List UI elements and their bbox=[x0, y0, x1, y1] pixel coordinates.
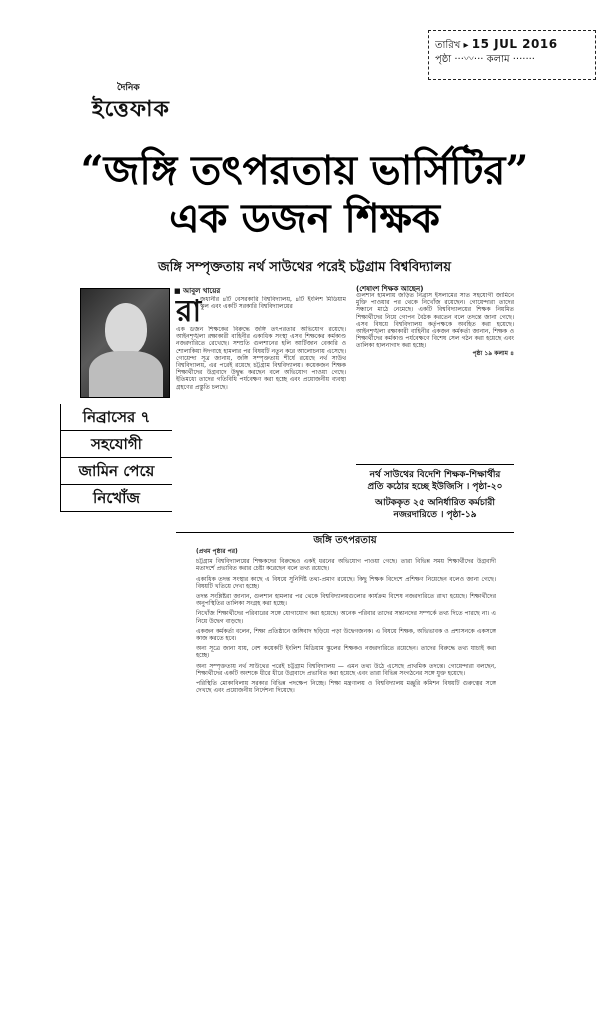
photo-head-shape bbox=[105, 303, 147, 355]
promo-line: নর্থ সাউথের বিদেশি শিক্ষক-শিক্ষার্থীর bbox=[369, 470, 501, 480]
paragraph: অন্য সূত্রে জানা যায়, বেশ কয়েকটি ইংলিশ মিডিয়াম স্কুলের শিক্ষকও নজরদারিতে রয়েছেন। তাদের বিরুদ্ধে তথ্য যাচাই করা হচ্ছে। bbox=[196, 645, 496, 660]
continued-from: (প্রথম পৃষ্ঠার পর) bbox=[196, 548, 238, 555]
column-1-body bbox=[176, 326, 346, 518]
continued-body bbox=[196, 548, 496, 948]
paragraph: তদন্ত সংশ্লিষ্টরা জানান, গুলশান হামলার পর থেকে বিশ্ববিদ্যালয়গুলোর কার্যক্রম বিশেষ নজরদারিতে রাখা হয়েছে। শিক্ষার্থীদের অনুপস্থিতির তালিকা সংগ্রহ করা হচ্ছে। bbox=[196, 593, 496, 608]
caption-line: নিব্রাসের ৭ bbox=[60, 404, 172, 431]
continued-heading bbox=[176, 530, 514, 550]
column-1-lead bbox=[200, 296, 346, 324]
stamp-date: 15 JUL 2016 bbox=[471, 37, 558, 51]
stamp-page-label: পৃষ্ঠা bbox=[435, 54, 452, 65]
drop-cap: রা bbox=[176, 294, 202, 329]
lead-text: জধানীর ৪টি বেসরকারি বিশ্ববিদ্যালয়, ৪টি ইংলিশ মিডিয়াম স্কুল এবং একটি সরকারি বিশ্ববিদ্যালয়ের bbox=[200, 296, 346, 311]
publication-prefix: দৈনিক bbox=[117, 83, 140, 93]
caption-line: সহযোগী bbox=[60, 431, 172, 458]
publication-name: ইত্তেফাক bbox=[92, 97, 170, 122]
paragraph: নিখোঁজ শিক্ষার্থীদের পরিবারের সঙ্গে যোগাযোগ করা হয়েছে। অনেক পরিবার তাদের সন্তানদের সম্পর্কে তথ্য দিতে পারছে না। এ নিয়ে উদ্বেগ বাড়ছে। bbox=[196, 610, 496, 625]
headline-line-2: এক ডজন শিক্ষক bbox=[169, 195, 440, 242]
column-2-heading: (শেষাংশ শিক্ষক আছেন) bbox=[356, 285, 424, 293]
paragraph: একাধিক তদন্ত সংস্থার কাছে এ বিষয়ে সুনির্দিষ্ট তথ্য-প্রমাণ রয়েছে। কিছু শিক্ষক বিদেশে প্রশিক্ষণ নিয়েছেন বলেও জানা গেছে। বিষয়টি খতিয়ে দেখা হচ্ছে। bbox=[196, 575, 496, 590]
caption-line: নিখোঁজ bbox=[60, 485, 172, 512]
caption-line: জামিন পেয়ে bbox=[60, 458, 172, 485]
headline-line-1: “জঙ্গি তৎপরতায় ভার্সিটির” bbox=[80, 147, 529, 194]
column-2-body bbox=[356, 292, 514, 458]
person-photo bbox=[80, 288, 170, 398]
paragraph: একজন কর্মকর্তা বলেন, শিক্ষা প্রতিষ্ঠানে জঙ্গিবাদ ছড়িয়ে পড়া উদ্বেগজনক। এ বিষয়ে শিক্ষক, অভিভাবক ও প্রশাসনকে একসঙ্গে কাজ করতে হবে। bbox=[196, 627, 496, 643]
stamp-column-label: কলাম bbox=[486, 54, 510, 65]
continued-heading-text: জঙ্গি তৎপরতায় bbox=[313, 535, 377, 546]
stamp-date-label: তারিখ bbox=[435, 40, 461, 51]
promo-line: আটককৃত ২৫ অনির্ধারিত কর্মচারী bbox=[375, 498, 495, 508]
photo-body-shape bbox=[89, 351, 163, 398]
jump-reference: পৃষ্ঠা ১৯ কলাম ৪ bbox=[472, 349, 514, 357]
body-text: গুলশান হামলায় জড়িত নিব্রাস ইসলামের সাত সহযোগী জামিনে মুক্তি পাওয়ার পর থেকে নিখোঁজ রয়েছেন। গোয়েন্দারা তাদের সন্ধানে মাঠে নেমেছে। একটি বিশ্ববিদ্যালয়ের শিক্ষক নিয়মিত শিক্ষার্থীদের নিয়ে গোপন বৈঠক করতেন বলে তদন্তে জানা গেছে। এসব বিষয়ে বিশ্ববিদ্যালয় কর্তৃপক্ষকে অবহিত করা হয়েছে। আইনশৃঙ্খলা রক্ষাকারী বাহিনীর একজন কর্মকর্তা জানান, শিক্ষক ও শিক্ষার্থীদের কর্মকাণ্ড পর্যবেক্ষণে বিশেষ সেল গঠন করা হয়েছে এবং তালিকা হালনাগাদ করা হচ্ছে। bbox=[356, 292, 514, 350]
archive-stamp: তারিখ ▸ 15 JUL 2016 পৃষ্ঠা ···〰··· কলাম ······· bbox=[428, 30, 596, 80]
headline-line-1-text: জঙ্গি তৎপরতায় ভার্সিটির bbox=[103, 147, 506, 194]
paragraph: অন্য সম্পৃক্ততায় নর্থ সাউথের পরেই চট্টগ্রাম বিশ্ববিদ্যালয় — এমন তথ্য উঠে এসেছে প্রাথমিক তদন্তে। গোয়েন্দারা বলছেন, শিক্ষার্থীদের একটি অংশকে ধীরে ধীরে উগ্রবাদে প্রভাবিত করা হয়েছে এবং তারা বিভিন্ন সংগঠনের সঙ্গে যুক্ত হয়েছে। bbox=[196, 662, 496, 677]
promo-line: নজরদারিতে । পৃষ্ঠা-১৯ bbox=[393, 510, 477, 520]
photo-caption bbox=[60, 404, 172, 512]
byline: ■ আবুল খায়ের bbox=[174, 287, 221, 295]
subheadline: জঙ্গি সম্পৃক্ততায় নর্থ সাউথের পরেই চট্টগ্রাম বিশ্ববিদ্যালয় bbox=[158, 260, 451, 275]
paragraph: চট্টগ্রাম বিশ্ববিদ্যালয়ের শিক্ষকদের বিরুদ্ধেও একই ধরনের অভিযোগ পাওয়া গেছে। তারা বিভিন্ন সময় শিক্ষার্থীদের উগ্রবাদী মতাদর্শে প্রভাবিত করার চেষ্টা করেছেন বলে তথ্য রয়েছে। bbox=[196, 558, 496, 573]
paragraph: পরিস্থিতি মোকাবিলায় সরকার বিভিন্ন পদক্ষেপ নিচ্ছে। শিক্ষা মন্ত্রণালয় ও বিশ্ববিদ্যালয় মঞ্জুরি কমিশন বিষয়টি গুরুত্বের সঙ্গে দেখছে এবং প্রয়োজনীয় নির্দেশনা দিয়েছে। bbox=[196, 680, 496, 695]
related-news-box bbox=[356, 464, 514, 521]
body-text: এক ডজন শিক্ষকের বিরুদ্ধে জঙ্গি তৎপরতার অভিযোগ রয়েছে। আইনশৃঙ্খলা রক্ষাকারী বাহিনীর একাধিক সংস্থা এসব শিক্ষকের কর্মকাণ্ড নজরদারিতে রেখেছে। সম্প্রতি গুলশানের হলি আর্টিজান বেকারি ও শোলাকিয়া ঈদগাহে হামলার পর বিষয়টি নতুন করে আলোচনায় এসেছে। গোয়েন্দা সূত্র জানায়, জঙ্গি সম্পৃক্ততায় শীর্ষে রয়েছে নর্থ সাউথ বিশ্ববিদ্যালয়, এর পরেই রয়েছে চট্টগ্রাম বিশ্ববিদ্যালয়। কয়েকজন শিক্ষক শিক্ষার্থীদের উগ্রবাদে উদ্বুদ্ধ করছেন বলে অভিযোগ পাওয়া গেছে। ইতিমধ্যে তাদের গতিবিধি পর্যবেক্ষণ করা হচ্ছে এবং প্রয়োজনীয় ব্যবস্থা গ্রহণের প্রস্তুতি চলছে। bbox=[176, 326, 346, 391]
divider bbox=[356, 464, 514, 465]
promo-line: প্রতি কঠোর হচ্ছে ইউজিসি । পৃষ্ঠা-২০ bbox=[367, 482, 503, 492]
